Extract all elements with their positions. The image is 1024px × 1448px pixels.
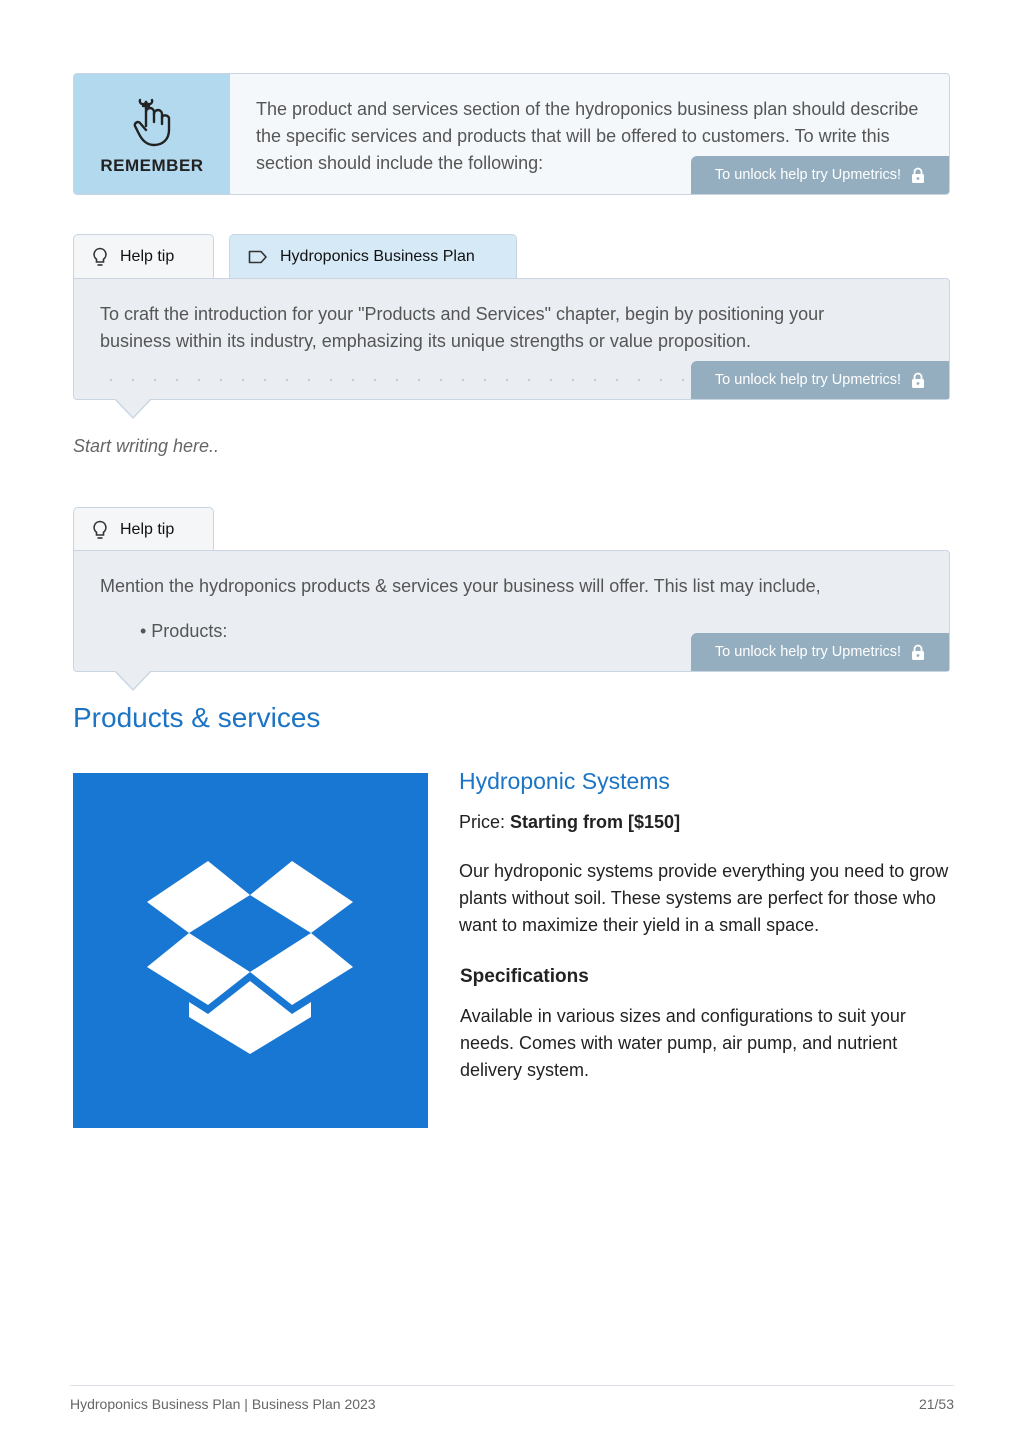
remember-box (73, 73, 950, 195)
help-tip-box-intro (73, 278, 950, 400)
unlock-button[interactable] (691, 156, 949, 194)
tip-pointer (114, 399, 152, 419)
price-label: Price: (459, 812, 506, 832)
unlock-label: To unlock help try Upmetrics! (714, 372, 902, 388)
remember-text: The product and services section of the hydroponics business plan should describe the specific services and products that will be offered to customers. To write this section should include the following: (256, 99, 919, 173)
tab-business-plan-label: Hydroponics Business Plan (280, 248, 475, 265)
tab-business-plan[interactable] (229, 234, 517, 279)
lightbulb-icon (92, 520, 108, 540)
faded-text-line (100, 377, 700, 383)
unlock-label: To unlock help try Upmetrics! (714, 167, 902, 183)
lock-icon (911, 372, 925, 388)
lightbulb-icon (92, 247, 108, 267)
tab-help-tip-label: Help tip (120, 248, 175, 265)
product-description: Our hydroponic systems provide everything you need to grow plants without soil. These systems are perfect for those who want to maximize their yield in a small space. (459, 861, 949, 935)
footer-divider (70, 1385, 954, 1386)
start-writing-placeholder[interactable]: Start writing here.. (73, 436, 220, 456)
remember-sidebar (74, 74, 230, 194)
product-title: Hydroponic Systems (459, 768, 670, 794)
unlock-button[interactable] (691, 633, 949, 671)
tab-help-tip[interactable] (73, 507, 214, 552)
remember-label: REMEMBER (100, 156, 204, 175)
page-number: 21/53 (918, 1396, 954, 1412)
help-tip-text: To craft the introduction for your "Products and Services" chapter, begin by positioning your business within its industry, emphasizing its unique strengths or value proposition. (100, 304, 825, 351)
help-tip-text: Mention the hydroponics products & services your business will offer. This list may include, (100, 576, 821, 596)
unlock-button[interactable] (691, 361, 949, 399)
footer-title: Hydroponics Business Plan | Business Plan 2023 (70, 1396, 376, 1412)
finger-string-icon (130, 92, 174, 148)
box-logo-icon (145, 859, 355, 1054)
tab-help-tip[interactable] (73, 234, 214, 279)
tab-help-tip-label: Help tip (120, 521, 175, 538)
section-title: Products & services (73, 702, 321, 733)
unlock-label: To unlock help try Upmetrics! (714, 644, 902, 660)
lock-icon (911, 644, 925, 660)
specifications-text: Available in various sizes and configurations to suit your needs. Comes with water pump, air pump, and nutrient delivery system. (460, 1006, 906, 1080)
price-value: Starting from [$150] (510, 812, 681, 832)
tip-pointer (114, 671, 152, 691)
product-price (459, 812, 680, 833)
lock-icon (911, 167, 925, 183)
help-tip-box-products (73, 550, 950, 672)
product-image (73, 773, 428, 1128)
tag-icon (248, 250, 268, 264)
bullet-item: • Products: (140, 621, 228, 641)
specifications-heading: Specifications (460, 966, 589, 987)
